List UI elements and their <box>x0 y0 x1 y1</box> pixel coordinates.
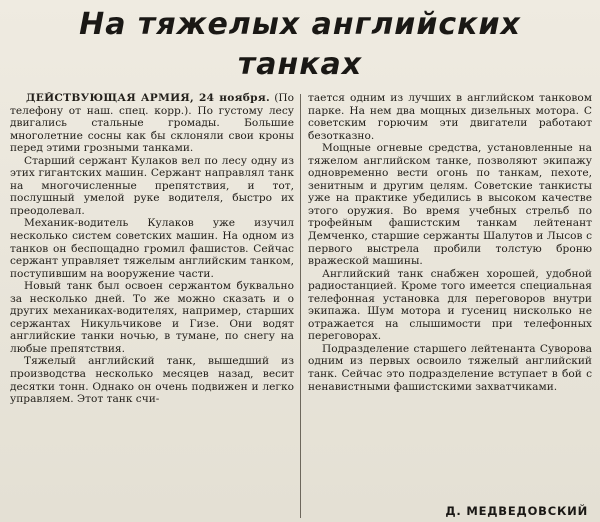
paragraph-text: (По телефону от наш. спец. корр.). По густому лесу двигались стальные громады. Большие многолетние сосны как бы склоняли свои кроны перед этими грозными танками. <box>10 92 294 155</box>
article-paragraph <box>10 92 294 155</box>
article-column-right <box>308 92 592 517</box>
article-paragraph: тается одним из лучших в английском танковом парке. На нем два мощных дизельных мотора. С советским горючим эти двигатели работают безотказно. <box>308 92 592 142</box>
article-column-left <box>10 92 294 517</box>
article-paragraph: Мощные огневые средства, установленные на тяжелом английском танке, позволяют экипажу одновременно вести огонь по танкам, пехоте, зенитным и другим целям. Советские танкисты уже на практике убедились в высоком качестве этого оружия. Во время учебных стрельб по трофейным фашистским танкам лейтенант Демченко, старшие сержанты Шалутов и Лысов с первого выстрела пробили толстую броню вражеской машины. <box>308 142 592 268</box>
column-divider <box>300 94 301 518</box>
headline-line-1: На тяжелых английских <box>79 7 521 42</box>
article-paragraph: Тяжелый английский танк, вышедший из производства несколько месяцев назад, весит десятки тонн. Однако он очень подвижен и легко управляем. Этот танк счи- <box>10 355 294 406</box>
headline-line-2: танках <box>237 47 363 82</box>
article-paragraph: Подразделение старшего лейтенанта Суворова одним из первых освоило тяжелый английский танк. Сейчас это подразделение вступает в бой с ненавистными фашистскими захватчиками. <box>308 342 592 393</box>
article-paragraph: Новый танк был освоен сержантом буквально за несколько дней. То же можно сказать и о других механиках-водителях, например, старших сержантах Никульчикове и Гизе. Они водят английские танки ночью, в тумане, по снегу на любые препятствия. <box>10 280 294 355</box>
author-signature: Д. МЕДВЕДОВСКИЙ <box>445 504 588 518</box>
article-paragraph: Английский танк снабжен хорошей, удобной радиостанцией. Кроме того имеется специальная телефонная установка для переговоров внутри экипажа. Шум мотора и гусениц нисколько не отражается на слышимости при телефонных переговорах. <box>308 267 592 343</box>
article-paragraph: Старший сержант Кулаков вел по лесу одну из этих гигантских машин. Сержант направлял танк на многочисленные препятствия, и тот, послушный умелой руке водителя, быстро их преодолевал. <box>10 154 294 217</box>
headline <box>0 0 600 92</box>
article-paragraph: Механик-водитель Кулаков уже изучил несколько систем советских машин. На одном из танков он беспощадно громил фашистов. Сейчас сержант управляет тяжелым английским танком, поступившим на вооружение части. <box>10 217 294 280</box>
dateline: ДЕЙСТВУЮЩАЯ АРМИЯ, 24 ноября. <box>26 92 270 104</box>
